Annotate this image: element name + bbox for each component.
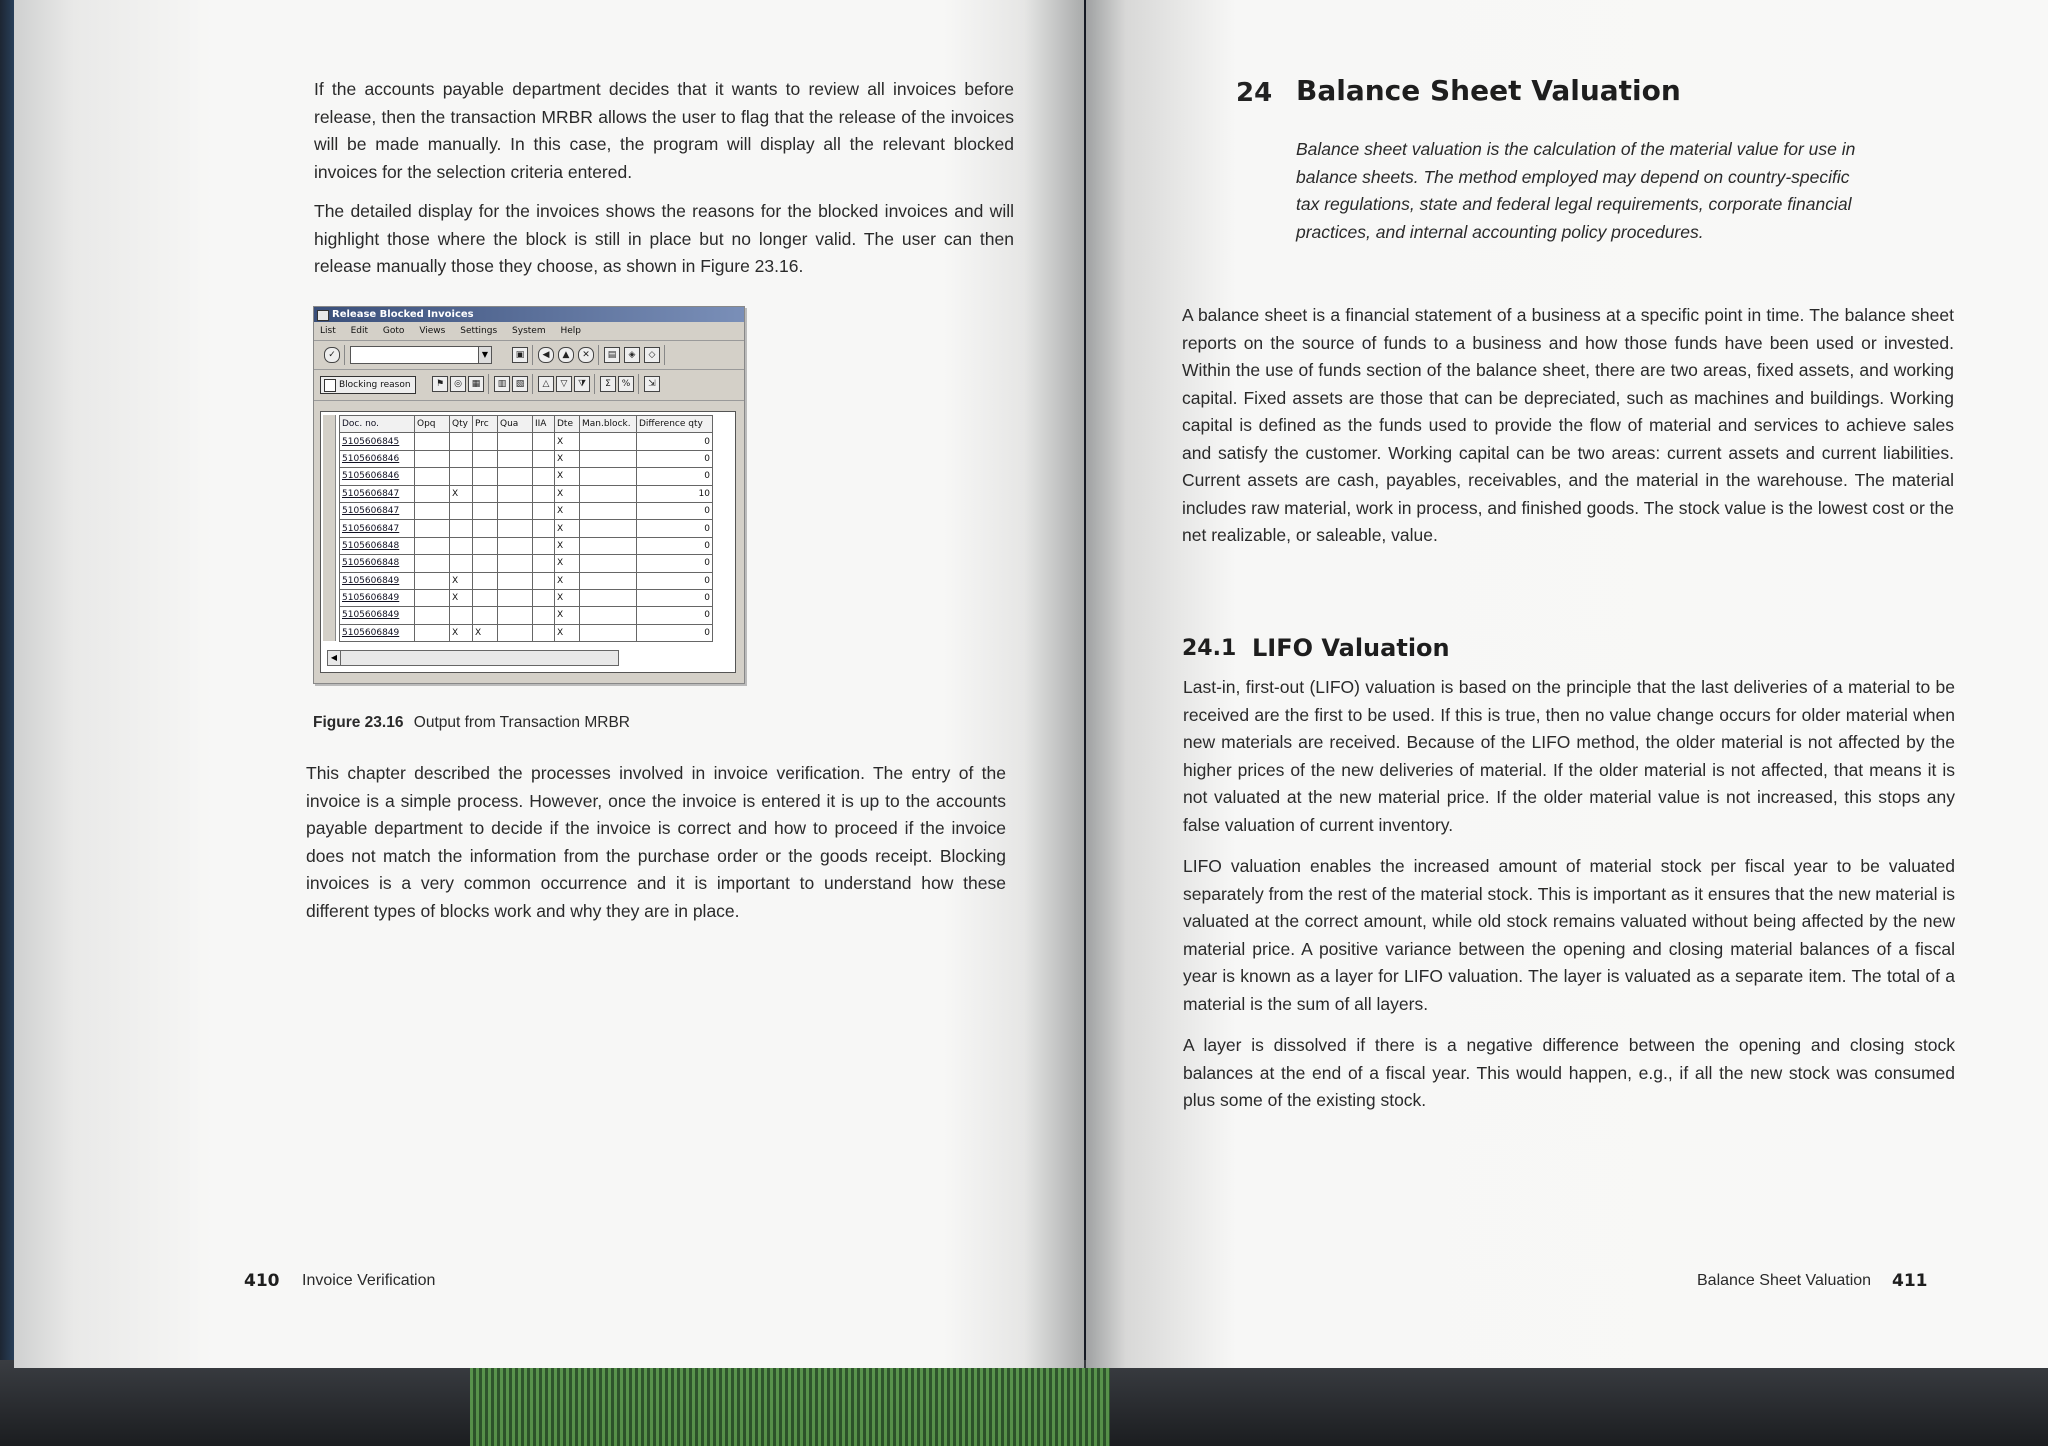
table-cell: X xyxy=(555,520,580,537)
document-number-cell[interactable]: 5105606849 xyxy=(340,572,415,589)
toolbar-separator xyxy=(664,345,665,365)
table-cell xyxy=(498,537,533,554)
table-cell xyxy=(450,555,473,572)
find-next-icon[interactable]: ◇ xyxy=(644,347,660,363)
table-row[interactable] xyxy=(340,450,713,467)
table-cell xyxy=(580,537,637,554)
deselect-all-icon[interactable]: ▧ xyxy=(512,376,528,392)
table-cell: 0 xyxy=(637,555,713,572)
sum-icon[interactable]: Σ xyxy=(600,376,616,392)
paragraph: This chapter described the processes involved in invoice verification. The entry of the invoice is a simple process. However, once the invoice is entered it is up to the accounts payable department to decide if the invoice is correct and how to proceed if the invoice does not match the information from the purchase order or the goods receipt. Blocking invoices is a very common occurrence and it is important to understand how these different types of blocks work and why they are in place. xyxy=(306,763,1006,921)
table-cell xyxy=(473,485,498,502)
table-cell xyxy=(580,450,637,467)
chapter-intro: Balance sheet valuation is the calculation of the material value for use in balance sheets. The method employed may depend on country-specific tax regulations, state and federal legal requirements, corporate financial practices, and internal accounting policy procedures. xyxy=(1296,139,1856,242)
menu-goto[interactable]: Goto xyxy=(382,326,405,336)
table-cell xyxy=(533,485,555,502)
table-cell: X xyxy=(555,624,580,641)
table-cell: 0 xyxy=(637,572,713,589)
table-cell: 0 xyxy=(637,589,713,606)
table-cell xyxy=(580,433,637,450)
table-cell xyxy=(415,589,450,606)
running-footer: Invoice Verification xyxy=(302,1272,436,1289)
table-cell xyxy=(473,450,498,467)
table-cell xyxy=(580,502,637,519)
table-cell xyxy=(415,433,450,450)
table-cell xyxy=(533,555,555,572)
save-icon[interactable]: ▣ xyxy=(512,347,528,363)
blocking-reason-label: Blocking reason xyxy=(339,380,411,390)
scanner-light-strip xyxy=(470,1368,1110,1446)
document-number-cell[interactable]: 5105606847 xyxy=(340,485,415,502)
filter-icon[interactable]: ⧩ xyxy=(574,376,590,392)
chevron-left-icon[interactable]: ◀ xyxy=(328,651,341,665)
table-cell xyxy=(473,520,498,537)
toolbar-separator xyxy=(638,374,639,394)
table-cell xyxy=(533,520,555,537)
table-cell xyxy=(450,520,473,537)
page-number: 410 xyxy=(244,1271,280,1291)
table-cell: X xyxy=(555,589,580,606)
toolbar-separator xyxy=(532,374,533,394)
layout-icon[interactable]: ▦ xyxy=(468,376,484,392)
table-cell xyxy=(415,537,450,554)
table-cell xyxy=(498,468,533,485)
table-cell: X xyxy=(555,555,580,572)
table-cell xyxy=(415,468,450,485)
table-cell xyxy=(533,433,555,450)
table-row[interactable] xyxy=(340,537,713,554)
table-cell xyxy=(533,624,555,641)
section-body xyxy=(1183,674,1955,1115)
table-cell xyxy=(580,520,637,537)
blocked-invoices-table xyxy=(339,415,713,642)
table-cell xyxy=(473,468,498,485)
table-cell: 0 xyxy=(637,502,713,519)
table-cell: X xyxy=(450,624,473,641)
page-number: 411 xyxy=(1892,1271,1928,1291)
table-cell: 0 xyxy=(637,624,713,641)
find-icon[interactable]: ◈ xyxy=(624,347,640,363)
table-cell: 10 xyxy=(637,485,713,502)
table-cell xyxy=(580,607,637,624)
table-cell: 0 xyxy=(637,433,713,450)
table-cell: 0 xyxy=(637,607,713,624)
table-cell: X xyxy=(555,572,580,589)
document-number-cell[interactable]: 5105606846 xyxy=(340,450,415,467)
table-row[interactable] xyxy=(340,607,713,624)
running-footer: Balance Sheet Valuation xyxy=(1697,1272,1872,1289)
table-cell: X xyxy=(555,502,580,519)
table-cell xyxy=(450,450,473,467)
toolbar-separator xyxy=(598,345,599,365)
flag-icon[interactable]: ⚑ xyxy=(432,376,448,392)
table-cell: X xyxy=(555,468,580,485)
table-cell xyxy=(415,572,450,589)
table-cell xyxy=(415,502,450,519)
command-field[interactable] xyxy=(350,346,492,364)
toolbar-separator xyxy=(532,345,533,365)
table-cell: X xyxy=(555,537,580,554)
table-cell: X xyxy=(450,589,473,606)
document-number-cell[interactable]: 5105606849 xyxy=(340,589,415,606)
table-cell xyxy=(415,450,450,467)
table-row[interactable] xyxy=(340,589,713,606)
table-row[interactable] xyxy=(340,624,713,641)
table-cell xyxy=(533,589,555,606)
details-icon[interactable]: ◎ xyxy=(450,376,466,392)
table-cell xyxy=(580,624,637,641)
table-header-row xyxy=(340,416,713,433)
back-icon[interactable]: ◀ xyxy=(538,347,554,363)
left-page-body xyxy=(314,76,1014,281)
table-cell xyxy=(415,520,450,537)
table-cell xyxy=(415,607,450,624)
balance-sheet-paragraph: A balance sheet is a financial statement of a business at a specific point in time. The balance sheet reports on the source of funds to a business and how those funds have been used or invested. Within the use of funds section of the balance sheet, there are two areas, fixed assets, and working capital. Fixed assets are those that can be depreciated, such as machines and buildings. Working capital is defined as the funds used to provide the flow of material and services to achieve sales and satisfy the customer. Working capital can be two areas: current assets and current liabilities. Current assets are cash, payables, receivables, and the material in the warehouse. The material includes raw material, work in process, and finished goods. The stock value is the lowest cost or the net realizable, or saleable, value. xyxy=(1182,305,1954,545)
document-number-cell[interactable]: 5105606847 xyxy=(340,502,415,519)
left-page xyxy=(14,0,1084,1368)
table-cell xyxy=(498,624,533,641)
table-row[interactable] xyxy=(340,485,713,502)
table-row[interactable] xyxy=(340,572,713,589)
chapter-number: 24 xyxy=(1236,78,1273,108)
document-number-cell[interactable]: 5105606845 xyxy=(340,433,415,450)
table-cell xyxy=(498,433,533,450)
column-header[interactable]: Doc. no. xyxy=(340,416,415,433)
toolbar-separator xyxy=(594,374,595,394)
paragraph: Last-in, first-out (LIFO) valuation is based on the principle that the last deliveries of a material to be received are the first to be used. If this is true, then no value change occurs for older material when new materials are received. Because of the LIFO method, the older material is not affected by the higher prices of the new deliveries of material. If the older material is not affected, that means it is not valuated at the new material price. If the older material value is not increased, this stops any false valuation of current inventory. xyxy=(1183,677,1955,835)
menu-settings[interactable]: Settings xyxy=(460,326,498,336)
column-header[interactable]: Prc xyxy=(473,416,498,433)
table-cell xyxy=(498,520,533,537)
section-title: LIFO Valuation xyxy=(1252,634,1450,662)
paragraph: The detailed display for the invoices shows the reasons for the blocked invoices and will highlight those where the block is still in place but no longer valid. The user can then release manually those they choose, as shown in Figure 23.16. xyxy=(314,201,1014,276)
menu-bar xyxy=(314,322,744,341)
table-cell xyxy=(450,607,473,624)
table-cell: X xyxy=(555,450,580,467)
column-header[interactable]: Difference qty xyxy=(637,416,713,433)
column-header[interactable]: Dte xyxy=(555,416,580,433)
menu-list[interactable]: List xyxy=(320,326,336,336)
table-cell xyxy=(450,433,473,450)
paragraph: LIFO valuation enables the increased amount of material stock per fiscal year to be valuated separately from the rest of the material stock. This is important as it ensures that the new material is valuated at the correct amount, while old stock remains valuated without being affected by the new material price. A positive variance between the opening and closing material balances of a fiscal year is known as a layer for LIFO valuation. The layer is valuated as a separate item. The total of a material is the sum of all layers. xyxy=(1183,856,1955,1014)
table-cell xyxy=(450,537,473,554)
table-cell xyxy=(533,537,555,554)
closing-paragraph-block xyxy=(306,760,1006,925)
table-cell xyxy=(473,572,498,589)
document-number-cell[interactable]: 5105606849 xyxy=(340,624,415,641)
table-cell: X xyxy=(555,607,580,624)
table-row[interactable] xyxy=(340,555,713,572)
invoice-grid xyxy=(320,411,736,673)
table-cell xyxy=(473,589,498,606)
figure-caption-text: Output from Transaction MRBR xyxy=(413,714,630,731)
table-cell: X xyxy=(555,433,580,450)
document-number-cell[interactable]: 5105606849 xyxy=(340,607,415,624)
table-cell xyxy=(533,468,555,485)
table-cell xyxy=(498,485,533,502)
window-title: Release Blocked Invoices xyxy=(332,309,474,320)
table-cell xyxy=(450,468,473,485)
paragraph: A layer is dissolved if there is a negative difference between the opening and closing stock balances at the end of a fiscal year. This would happen, e.g., if all the new stock was consumed plus some of the existing stock. xyxy=(1183,1035,1955,1110)
table-cell: X xyxy=(450,572,473,589)
section-number: 24.1 xyxy=(1182,636,1237,661)
table-cell xyxy=(580,468,637,485)
table-cell: X xyxy=(473,624,498,641)
table-cell xyxy=(498,572,533,589)
standard-toolbar xyxy=(314,341,744,370)
horizontal-scrollbar[interactable] xyxy=(327,650,619,666)
document-number-cell[interactable]: 5105606848 xyxy=(340,555,415,572)
export-icon[interactable]: ⇲ xyxy=(644,376,660,392)
sort-descending-icon[interactable]: ▽ xyxy=(556,376,572,392)
subtotal-icon[interactable]: % xyxy=(618,376,634,392)
table-cell xyxy=(533,572,555,589)
table-cell xyxy=(415,624,450,641)
menu-system[interactable]: System xyxy=(512,326,546,336)
document-number-cell[interactable]: 5105606846 xyxy=(340,468,415,485)
table-body xyxy=(340,433,713,642)
table-cell xyxy=(580,572,637,589)
table-cell: 0 xyxy=(637,520,713,537)
exit-icon[interactable]: ▲ xyxy=(558,347,574,363)
table-cell xyxy=(580,555,637,572)
table-cell xyxy=(498,589,533,606)
table-row[interactable] xyxy=(340,433,713,450)
window-icon xyxy=(317,310,329,321)
table-cell: X xyxy=(555,485,580,502)
table-cell: 0 xyxy=(637,537,713,554)
delete-icon xyxy=(324,379,336,392)
column-header[interactable]: Qty xyxy=(450,416,473,433)
table-cell xyxy=(533,607,555,624)
cancel-icon[interactable]: ✕ xyxy=(578,347,594,363)
figure-label: Figure 23.16 xyxy=(313,714,404,731)
table-cell xyxy=(533,450,555,467)
toolbar-separator xyxy=(488,374,489,394)
table-cell: 0 xyxy=(637,450,713,467)
blocking-reason-button[interactable] xyxy=(320,376,416,394)
select-all-icon[interactable]: ▥ xyxy=(494,376,510,392)
table-cell xyxy=(473,433,498,450)
menu-views[interactable]: Views xyxy=(419,326,446,336)
table-cell xyxy=(498,607,533,624)
table-row[interactable] xyxy=(340,502,713,519)
table-cell xyxy=(473,555,498,572)
print-icon[interactable]: ▤ xyxy=(604,347,620,363)
document-number-cell[interactable]: 5105606848 xyxy=(340,537,415,554)
chevron-down-icon[interactable]: ▼ xyxy=(478,347,491,363)
table-row[interactable] xyxy=(340,520,713,537)
document-number-cell[interactable]: 5105606847 xyxy=(340,520,415,537)
toolbar-separator xyxy=(344,345,345,365)
table-cell xyxy=(473,537,498,554)
table-cell xyxy=(498,555,533,572)
application-toolbar xyxy=(314,370,744,401)
chapter-title: Balance Sheet Valuation xyxy=(1296,74,1681,107)
column-header[interactable]: Opq xyxy=(415,416,450,433)
table-cell: X xyxy=(450,485,473,502)
menu-edit[interactable]: Edit xyxy=(350,326,369,336)
table-row[interactable] xyxy=(340,468,713,485)
right-page xyxy=(1086,0,2048,1368)
table-cell xyxy=(498,450,533,467)
table-cell xyxy=(473,607,498,624)
figure-caption xyxy=(313,709,1013,737)
table-cell: 0 xyxy=(637,468,713,485)
table-cell xyxy=(580,485,637,502)
table-cell xyxy=(533,502,555,519)
table-cell xyxy=(473,502,498,519)
table-cell xyxy=(415,555,450,572)
row-selector-column[interactable] xyxy=(323,415,336,641)
window-titlebar xyxy=(314,307,744,322)
menu-help[interactable]: Help xyxy=(560,326,581,336)
sort-ascending-icon[interactable]: △ xyxy=(538,376,554,392)
table-cell xyxy=(415,485,450,502)
sap-window-figure xyxy=(313,306,745,684)
paragraph: If the accounts payable department decides that it wants to review all invoices before release, then the transaction MRBR allows the user to flag that the release of the invoices will be made manually. In this case, the program will display all the relevant blocked invoices for the selection criteria entered. xyxy=(314,79,1014,182)
table-cell xyxy=(580,589,637,606)
enter-icon[interactable]: ✓ xyxy=(324,347,340,363)
table-cell xyxy=(498,502,533,519)
column-header[interactable]: Qua xyxy=(498,416,533,433)
column-header[interactable]: Man.block. xyxy=(580,416,637,433)
column-header[interactable]: IIA xyxy=(533,416,555,433)
table-cell xyxy=(450,502,473,519)
